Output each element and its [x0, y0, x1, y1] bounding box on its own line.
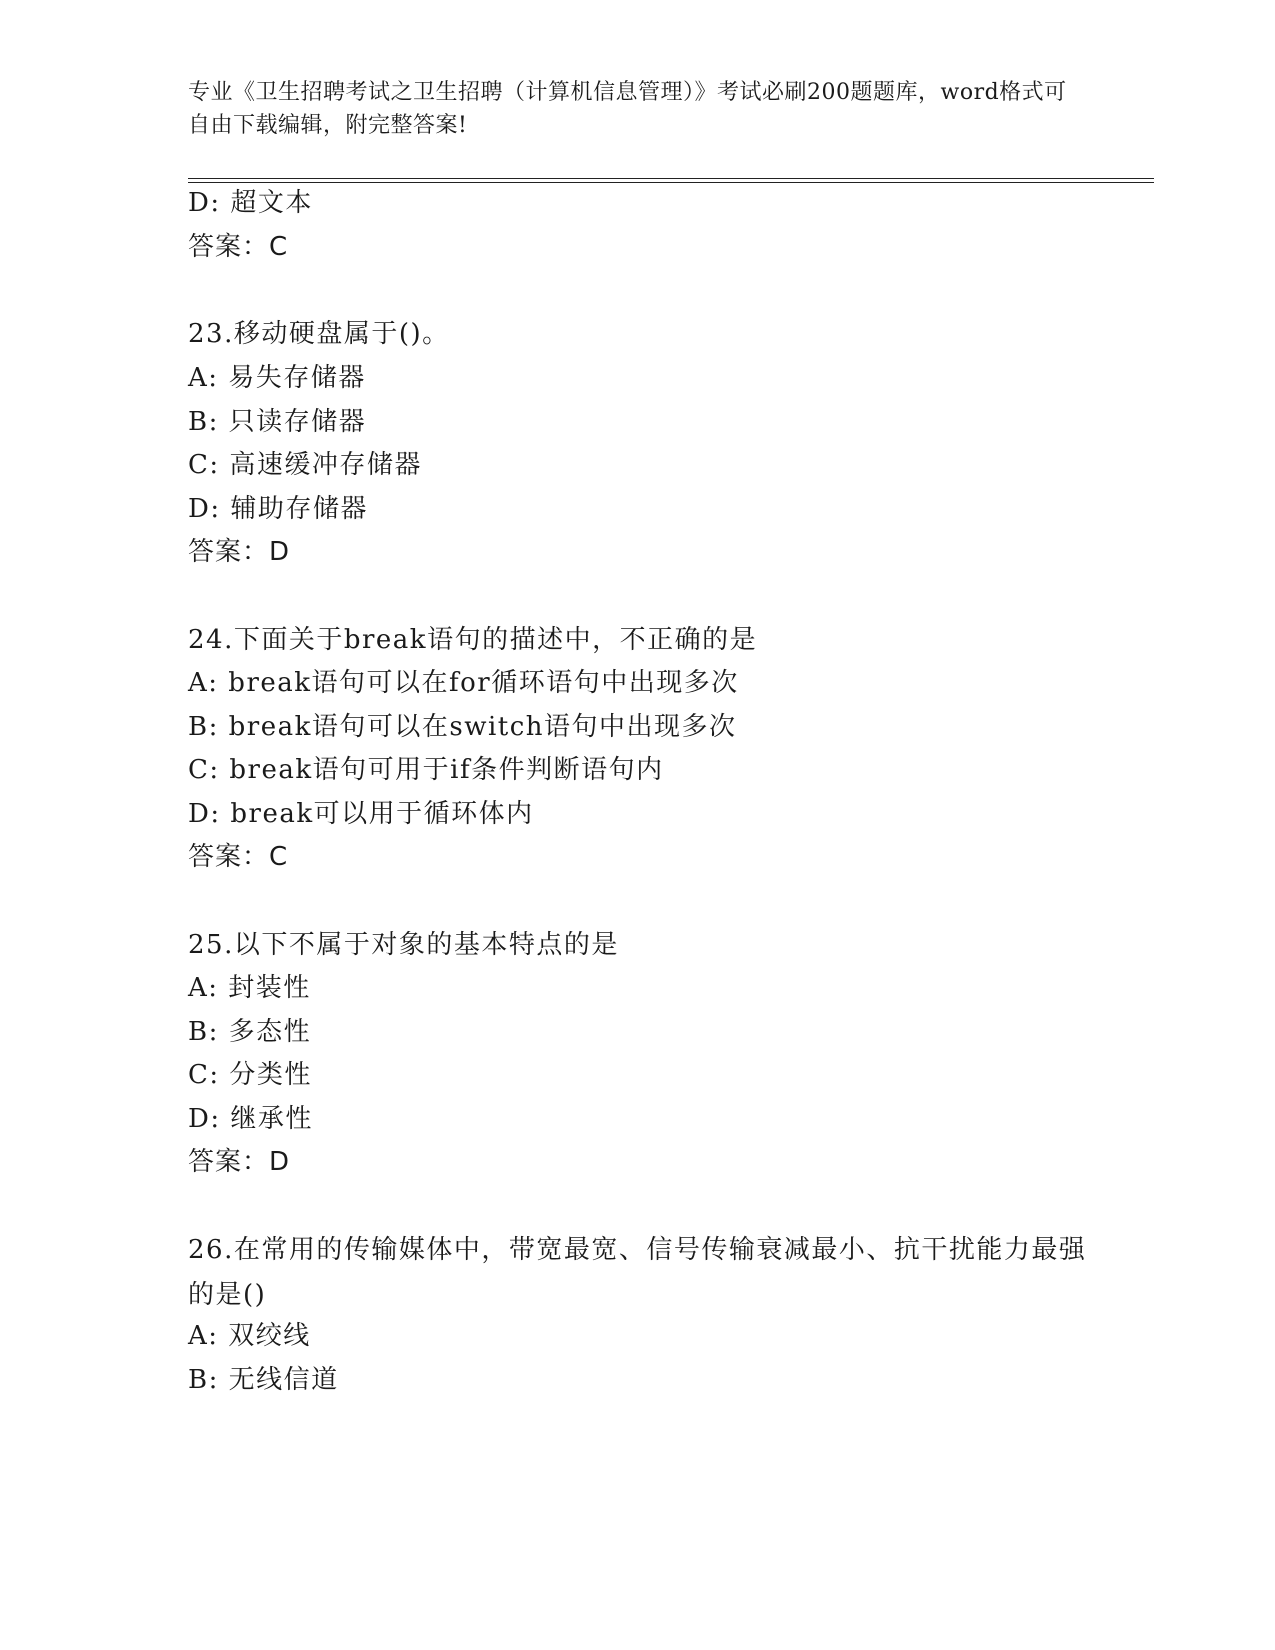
- question-26-option-b: B: 无线信道: [188, 1365, 339, 1395]
- question-25-answer: 答案：D: [188, 1147, 291, 1177]
- question-25-option-d: D: 继承性: [188, 1104, 313, 1134]
- question-26-stem: 26.在常用的传输媒体中，带宽最宽、信号传输衰减最小、抗干扰能力最强的是(): [188, 1235, 1087, 1310]
- question-23-option-b: B: 只读存储器: [188, 407, 367, 437]
- question-23-option-d: D: 辅助存储器: [188, 494, 368, 524]
- question-24-option-c: C: break语句可用于if条件判断语句内: [188, 755, 664, 785]
- prev-question-answer: 答案：C: [188, 232, 289, 262]
- question-24-option-d: D: break可以用于循环体内: [188, 799, 534, 829]
- question-25-option-a: A: 封装性: [188, 973, 311, 1003]
- question-26-option-a: A: 双绞线: [188, 1321, 311, 1351]
- question-23-option-c: C: 高速缓冲存储器: [188, 450, 422, 480]
- question-23-stem: 23.移动硬盘属于()。: [188, 319, 450, 349]
- question-24-stem: 24.下面关于break语句的描述中，不正确的是: [188, 625, 758, 655]
- document-header: 专业《卫生招聘考试之卫生招聘（计算机信息管理）》考试必刷200题题库，word格式可自由下载编辑，附完整答案!: [188, 80, 1067, 138]
- question-25-option-b: B: 多态性: [188, 1017, 312, 1047]
- question-25-option-c: C: 分类性: [188, 1060, 312, 1090]
- question-24-answer: 答案：C: [188, 842, 289, 872]
- question-24-option-b: B: break语句可以在switch语句中出现多次: [188, 712, 737, 742]
- prev-question-option-d: D: 超文本: [188, 188, 313, 218]
- question-23-answer: 答案：D: [188, 537, 291, 567]
- header-divider: [188, 178, 1154, 183]
- question-25-stem: 25.以下不属于对象的基本特点的是: [188, 930, 619, 960]
- question-24-option-a: A: break语句可以在for循环语句中出现多次: [188, 668, 739, 698]
- question-23-option-a: A: 易失存储器: [188, 363, 366, 393]
